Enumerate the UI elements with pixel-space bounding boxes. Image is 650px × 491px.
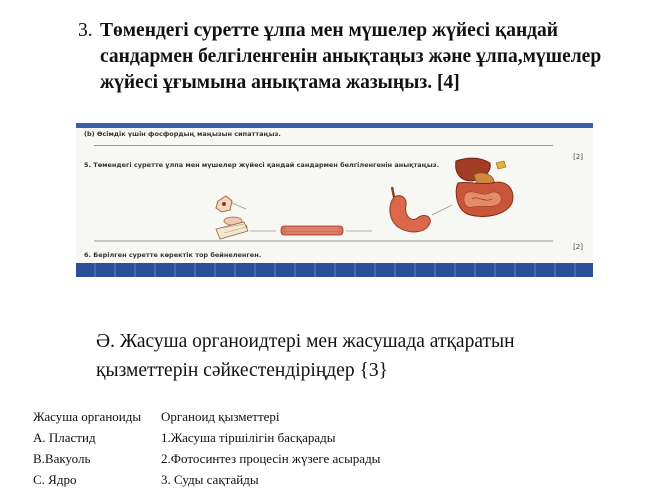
- mark-b: [2]: [573, 153, 583, 161]
- mark-5: [2]: [573, 243, 583, 251]
- organoid-cell: А. Пластид: [33, 430, 96, 445]
- organoid-cell: В.Вакуоль: [33, 451, 91, 466]
- function-cell: 2.Фотосинтез процесін жүзеге асырады: [161, 451, 381, 466]
- digestive-system-icon: [456, 158, 513, 216]
- arrow-line: [232, 203, 246, 209]
- question-3: [78, 18, 618, 96]
- header-function: Органоид қызметтері: [161, 409, 280, 424]
- organoid-cell: С. Ядро: [33, 472, 77, 487]
- muscle-tissue-icon: [281, 226, 343, 235]
- function-cell: 1.Жасуша тіршілігін басқарады: [161, 430, 336, 445]
- function-cell: 3. Суды сақтайды: [161, 472, 259, 487]
- arrow-line: [432, 205, 452, 215]
- task-instruction: Ә. Жасуша органоидтері мен жасушада атқаратын қызметтерін сәйкестендіріңдер {3}: [96, 331, 515, 381]
- stomach-icon: [390, 187, 430, 232]
- worksheet-line-b: (b) Өсімдік үшін фосфордың маңызын сипаттаңыз.: [84, 130, 281, 138]
- taskbar: [76, 263, 593, 277]
- question-text: Төмендегі суретте ұлпа мен мүшелер жүйесі қандай сандармен белгіленгенін анықтаңыз және ұлпа,мүшелер жүйесі ұғымына анықтама жазыңыз. [4]: [100, 20, 602, 93]
- worksheet-line-6: 6. Берілген суретте көректік тор бейнеленген.: [84, 251, 262, 259]
- header-organoid: Жасуша органоиды: [33, 409, 142, 424]
- cell-icon: [216, 196, 232, 212]
- worksheet-line-5: 5. Төмендегі суретте ұлпа мен мүшелер жүйесі қандай сандармен белгіленгенін анықтаңыз.: [84, 161, 440, 169]
- question-number: 3.: [78, 20, 93, 41]
- embedded-worksheet-screenshot: [76, 123, 593, 277]
